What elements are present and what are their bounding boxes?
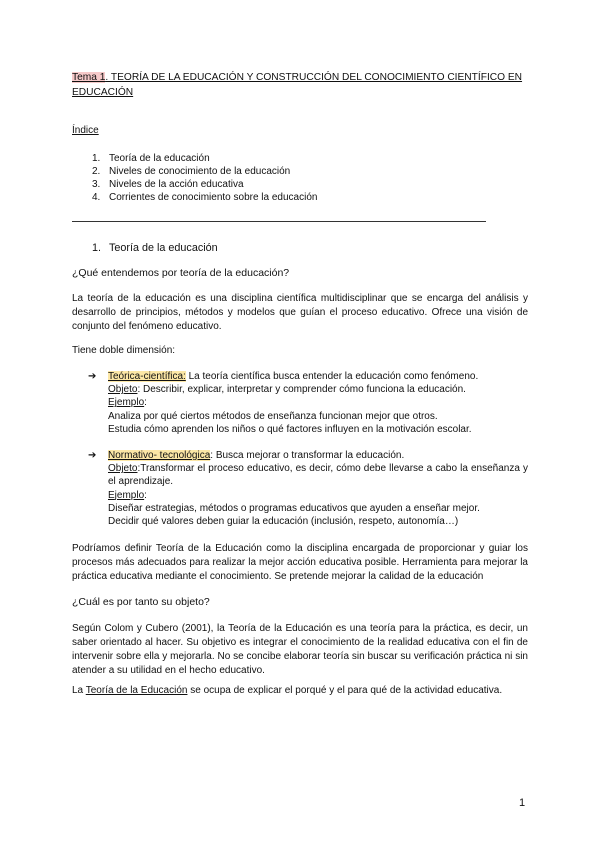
dimension-item-theoretical <box>88 370 528 436</box>
index-item <box>92 191 317 204</box>
index-item <box>92 165 317 178</box>
section-number: 1. <box>92 242 102 254</box>
index-item-text: Teoría de la educación <box>109 153 210 164</box>
paragraph-summary: Podríamos definir Teoría de la Educación como la disciplina encargada de proporcionar y guiar los procesos más adecuados para realizar la mejor acción educativa posible. Herramienta para mejorar la práctica educativa mediante el conocimiento. Se pretende mejorar la calidad de la educación <box>72 543 528 582</box>
closing-suffix: se ocupa de explicar el porqué y el para qué de la actividad educativa. <box>187 685 503 696</box>
dimension-intro: Tiene doble dimensión: <box>72 345 176 356</box>
horizontal-divider <box>72 221 486 222</box>
dimension-name: Teórica-científica: <box>108 371 186 382</box>
index-item-number: 1. <box>92 153 101 164</box>
title-tag: Tema 1 <box>72 72 106 83</box>
index-item <box>92 178 317 191</box>
paragraph-colom-cubero: Según Colom y Cubero (2001), la Teoría de la Educación es una teoría para la práctica, es decir, un saber orientado al hacer. Su objetivo es integrar el conocimiento de la realidad educativa con el fin de intervenir sobre ella y mejorarla. No se concibe elaborar teoría sin buscar su verificación práctica ni sin atender a su utilidad en el hecho educativo. <box>72 623 528 676</box>
dimension-item-normative <box>88 449 528 528</box>
example-line: Diseñar estrategias, métodos o programas educativos que ayuden a enseñar mejor. <box>108 502 480 514</box>
ejemplo-label: Ejemplo <box>108 489 145 501</box>
ejemplo-colon: : <box>144 397 147 409</box>
dimension-description: : Busca mejorar o transformar la educación. <box>210 450 405 461</box>
arrow-icon: ➔ <box>88 450 97 461</box>
title-text: . TEORÍA DE LA EDUCACIÓN Y CONSTRUCCIÓN DEL CONOCIMIENTO CIENTÍFICO EN EDUCACIÓN <box>72 72 523 98</box>
index-item-text: Niveles de conocimiento de la educación <box>109 166 291 177</box>
ejemplo-colon: : <box>144 489 147 501</box>
question-heading-object: ¿Cuál es por tanto su objeto? <box>72 596 210 608</box>
objeto-text: : Describir, explicar, interpretar y comprender cómo funciona la educación. <box>137 384 466 396</box>
index-item-text: Corrientes de conocimiento sobre la educación <box>109 192 318 203</box>
index-item-number: 4. <box>92 192 101 203</box>
ejemplo-label: Ejemplo <box>108 397 145 409</box>
document-title <box>72 70 532 100</box>
objeto-label: Objeto <box>108 463 138 475</box>
objeto-text: :Transformar el proceso educativo, es decir, cómo debe llevarse a cabo la enseñanza y el aprendizaje. <box>108 463 528 488</box>
question-heading: ¿Qué entendemos por teoría de la educación? <box>72 267 290 279</box>
index-list <box>92 152 317 204</box>
index-item <box>92 152 317 165</box>
objeto-label: Objeto <box>108 384 138 396</box>
dimension-description: La teoría científica busca entender la educación como fenómeno. <box>185 371 479 382</box>
index-item-number: 2. <box>92 166 101 177</box>
closing-link: Teoría de la Educación <box>85 685 188 696</box>
arrow-icon: ➔ <box>88 371 97 382</box>
page-number: 1 <box>519 797 526 809</box>
index-heading: Índice <box>72 125 99 136</box>
example-line: Decidir qué valores deben guiar la educación (inclusión, respeto, autonomía…) <box>108 516 459 528</box>
example-line: Analiza por qué ciertos métodos de enseñanza funcionan mejor que otros. <box>108 410 438 422</box>
example-line: Estudia cómo aprenden los niños o qué factores influyen en la motivación escolar. <box>108 423 472 435</box>
index-item-number: 3. <box>92 179 101 190</box>
index-item-text: Niveles de la acción educativa <box>109 179 244 190</box>
paragraph-closing <box>72 685 502 696</box>
section-heading <box>92 242 218 254</box>
closing-prefix: La <box>72 685 86 696</box>
paragraph-definition: La teoría de la educación es una disciplina científica multidisciplinar que se encarga del análisis y desarrollo de principios, métodos y modelos que guían el proceso educativo. Ofrece una visión de conjunto del fenómeno educativo. <box>72 293 528 332</box>
dimension-name: Normativo- tecnológica <box>108 450 211 461</box>
section-title: Teoría de la educación <box>109 242 218 254</box>
